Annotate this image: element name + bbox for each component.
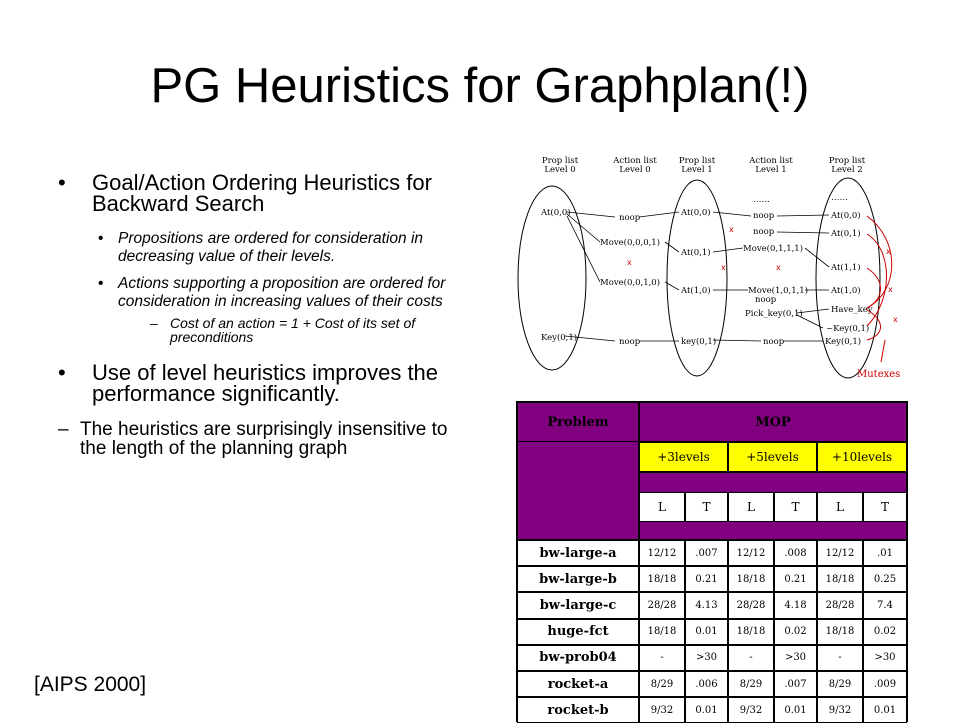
table-cell: 12/12 (728, 540, 774, 566)
edge (777, 215, 829, 216)
row-problem-name: bw-large-c (517, 592, 639, 618)
l1-action-noop-d: noop (763, 337, 785, 347)
subcol-t2: T (774, 492, 817, 522)
row-problem-name: rocket-a (517, 671, 639, 697)
l0-action-noop-b: noop (619, 337, 641, 347)
citation: [AIPS 2000] (34, 673, 147, 696)
edge (567, 212, 615, 217)
table-cell: 0.01 (685, 619, 728, 645)
header-prop-level2: Prop list Level 2 (828, 156, 866, 175)
l0-action-noop-a: noop (619, 213, 641, 223)
table-cell: 0.02 (774, 619, 817, 645)
header-problem: Problem (517, 402, 639, 442)
cost-text: Cost of an action = 1 + Cost of its set of preconditions (170, 315, 416, 345)
l1-prop-at10: At(1,0) (681, 286, 711, 296)
table-cell: - (639, 645, 685, 671)
table-cell: 0.01 (863, 697, 907, 723)
bullet-ordering-heuristics: • Goal/Action Ordering Heuristics for Backward Search (58, 172, 478, 214)
sub-bullet-propositions: • Propositions are ordered for consideration in decreasing value of their levels. (0, 230, 478, 265)
table-cell: 0.25 (863, 566, 907, 592)
subcol-l1: L (639, 492, 685, 522)
table-cell: 4.13 (685, 592, 728, 618)
subcol-l3: L (817, 492, 863, 522)
table-cell: >30 (774, 645, 817, 671)
table-cell: 0.21 (774, 566, 817, 592)
row-problem-name: bw-large-b (517, 566, 639, 592)
mutex-pointer (881, 340, 885, 362)
header-action-level0: Action list Level 0 (613, 156, 657, 175)
table-cell: 18/18 (817, 566, 863, 592)
l1-action-noop-a: noop (753, 211, 775, 221)
table-cell: 12/12 (639, 540, 685, 566)
header-mop: MOP (639, 402, 907, 442)
l1-prop-at00: At(0,0) (681, 208, 711, 218)
mutex-x: x (888, 285, 893, 294)
sub-sub-bullet-cost (0, 316, 478, 344)
l2-prop-notkey01: ~Key(0,1) (826, 324, 870, 334)
edge (567, 216, 600, 282)
table-cell: 9/32 (639, 697, 685, 723)
table-cell: 0.01 (774, 697, 817, 723)
dash-marker: – (58, 419, 69, 440)
l1-action-move-1011: Move(1,0,1,1) (748, 286, 809, 296)
slide-title: PG Heuristics for Graphplan(!) (150, 59, 810, 113)
l2-prop-havekey: Have_key (831, 305, 873, 315)
l2-prop-at00: At(0,0) (831, 211, 861, 221)
table-cell: 0.02 (863, 619, 907, 645)
table-cell: .007 (774, 671, 817, 697)
header-prop-level1: Prop list Level 1 (678, 156, 716, 175)
subcol-t1: T (685, 492, 728, 522)
table-cell: .01 (863, 540, 907, 566)
sub-bullet-actions: • Actions supporting a proposition are ordered for consideration in increasing values of their costs (0, 275, 478, 310)
l1-action-noop-c: noop (755, 295, 777, 305)
subcol-l2: L (728, 492, 774, 522)
l2-prop-at10: At(1,0) (831, 286, 861, 296)
l1-prop-key01: key(0,1) (681, 337, 717, 347)
table-cell: 18/18 (817, 619, 863, 645)
table-cell: 18/18 (639, 566, 685, 592)
l1-action-noop-b: noop (753, 227, 775, 237)
edge (713, 212, 751, 216)
table-cell: >30 (685, 645, 728, 671)
level2-ellipse (816, 178, 880, 378)
l2-prop-at01: At(0,1) (831, 229, 861, 239)
group-3levels: +3levels (639, 442, 728, 472)
l1-action-move-0111: Move(0,1,1,1) (743, 244, 804, 254)
table-cell: 9/32 (728, 697, 774, 723)
row-problem-name: bw-prob04 (517, 645, 639, 671)
l0-prop-key01: Key(0,1) (541, 333, 578, 343)
mutex-arc (867, 268, 881, 308)
table-cell: 0.01 (685, 697, 728, 723)
table-cell: 28/28 (728, 592, 774, 618)
l2-prop-at11: At(1,1) (831, 263, 861, 273)
edge (665, 242, 679, 252)
l0-prop-at00: At(0,0) (541, 208, 571, 218)
bullet-level-heuristics: • Use of level heuristics improves the performance significantly. (58, 362, 478, 404)
table-cell: 18/18 (728, 566, 774, 592)
table-cell: - (817, 645, 863, 671)
table-cell: 0.21 (685, 566, 728, 592)
l1-action-pick-key: Pick_key(0,1) (745, 309, 803, 319)
table-cell: 4.18 (774, 592, 817, 618)
table-cell: .009 (863, 671, 907, 697)
dash-marker: – (150, 315, 158, 331)
l0-action-move-0010: Move(0,0,1,0) (600, 278, 661, 288)
planning-graph-diagram (505, 150, 960, 385)
header-action-level1: Action list Level 1 (749, 156, 793, 175)
table-cell: 9/32 (817, 697, 863, 723)
table-cell: 18/18 (639, 619, 685, 645)
mutex-x: x (893, 315, 898, 324)
table-cell: - (728, 645, 774, 671)
mutex-x: x (627, 258, 632, 267)
sub-bullet-insensitive (0, 420, 478, 458)
table-cell: 8/29 (817, 671, 863, 697)
l2-prop-dots: …… (831, 193, 848, 203)
table-cell: 7.4 (863, 592, 907, 618)
table-cell: .006 (685, 671, 728, 697)
row-problem-name: rocket-b (517, 697, 639, 723)
table-cell: 18/18 (728, 619, 774, 645)
edge (713, 248, 743, 252)
mutex-x: x (886, 247, 891, 256)
bullet-list (58, 172, 478, 458)
header-prop-level0: Prop list Level 0 (541, 156, 579, 175)
row-problem-name: huge-fct (517, 619, 639, 645)
edge (639, 212, 679, 217)
l1-action-dots: …… (753, 195, 770, 205)
results-table (516, 401, 908, 722)
table-cell: .007 (685, 540, 728, 566)
group-10levels: +10levels (817, 442, 907, 472)
l2-prop-key01: Key(0,1) (825, 337, 862, 347)
mutex-x: x (776, 263, 781, 272)
mutexes-label: Mutexes (857, 369, 901, 380)
edge (567, 214, 600, 242)
subcol-t3: T (863, 492, 907, 522)
row-problem-name: bw-large-a (517, 540, 639, 566)
l1-prop-at01: At(0,1) (681, 248, 711, 258)
table-cell: 28/28 (817, 592, 863, 618)
insensitive-text: The heuristics are surprisingly insensitive to the length of the planning graph (80, 419, 448, 459)
l0-action-move-0001: Move(0,0,0,1) (600, 238, 661, 248)
table-cell: 8/29 (728, 671, 774, 697)
mutex-x: x (721, 263, 726, 272)
table-cell: 8/29 (639, 671, 685, 697)
group-5levels: +5levels (728, 442, 817, 472)
table-cell: .008 (774, 540, 817, 566)
mutex-x: x (729, 225, 734, 234)
table-cell: >30 (863, 645, 907, 671)
edge (777, 232, 829, 233)
table-cell: 28/28 (639, 592, 685, 618)
table-cell: 12/12 (817, 540, 863, 566)
